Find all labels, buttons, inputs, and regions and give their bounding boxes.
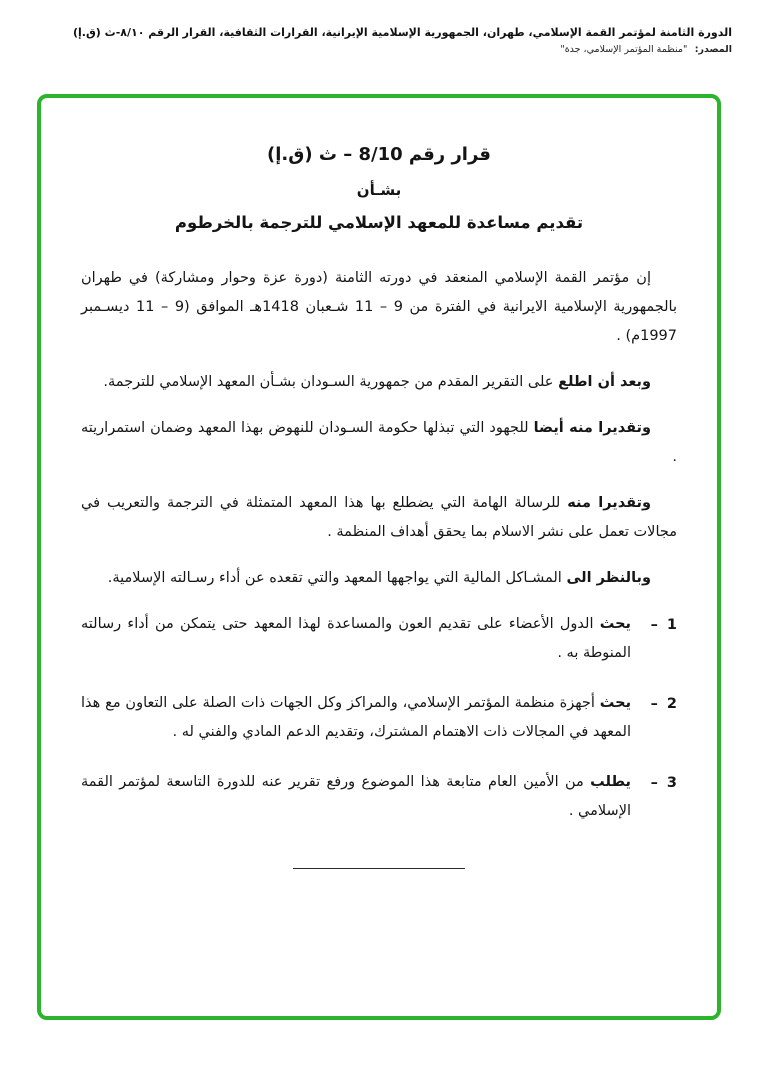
item-number-value: 3	[666, 775, 677, 791]
item-lead: يطلب	[590, 774, 631, 790]
preamble-paragraph	[81, 264, 677, 351]
clause-paragraph	[81, 414, 677, 472]
item-dash: –	[650, 617, 658, 633]
resolution-title: قرار رقم 8/10 – ث (ق.إ)	[267, 144, 491, 165]
item-number	[643, 610, 677, 668]
resolution-subject: تقديم مساعدة للمعهد الإسلامي للترجمة بالخرطوم	[174, 213, 584, 232]
paragraph-text: إن مؤتمر القمة الإسلامي المنعقد في دورته الثامنة (دورة عزة وحوار ومشاركة) في طهران بالجمهورية الإسلامية الايرانية في الفترة من 9 – 11 شـعبان 1418هـ الموافق (9 – 11 ديسـمبر 1997م) .	[81, 270, 678, 344]
clause-paragraph	[81, 489, 677, 547]
clause-text: للجهود التي تبذلها حكومة السـودان للنهوض بهذا المعهد وضمان استمراريته .	[81, 420, 677, 465]
item-text: الدول الأعضاء على تقديم العون والمساعدة لهذا المعهد حتى يتمكن من أداء رسالته المنوطة به .	[81, 616, 631, 661]
clause-lead: وتقديرا منه أيضا	[533, 420, 652, 436]
clause-text: على التقرير المقدم من جمهورية السـودان بشـأن المعهد الإسلامي للترجمة.	[103, 374, 554, 390]
item-lead: يحث	[599, 616, 631, 632]
source-value: "منظمة المؤتمر الإسلامي، جدة"	[560, 44, 688, 56]
item-body	[81, 689, 631, 747]
operative-item	[81, 768, 677, 826]
item-number-value: 2	[666, 696, 677, 712]
clause-text: للرسالة الهامة التي يضطلع بها هذا المعهد المتمثلة في الترجمة والتعريب في مجالات تعمل على نشر الاسلام بما يحقق أهداف المنظمة .	[81, 495, 677, 540]
resolution-body	[81, 264, 677, 869]
operative-item	[81, 610, 677, 668]
clause-lead: وتقديرا منه	[567, 495, 652, 511]
item-number-value: 1	[666, 617, 677, 633]
clause-paragraph	[81, 564, 677, 593]
clause-paragraph	[81, 368, 677, 397]
end-divider	[293, 868, 465, 869]
item-lead: يحث	[599, 695, 632, 711]
item-dash: –	[650, 775, 658, 791]
item-number	[643, 689, 677, 747]
item-dash: –	[650, 696, 658, 712]
operative-item	[81, 689, 677, 747]
clause-text: المشـاكل المالية التي يواجهها المعهد والتي تقعده عن أداء رسـالته الإسلامية.	[107, 570, 562, 586]
resolution-subject-word: بشـأن	[356, 181, 402, 199]
item-body	[81, 768, 631, 826]
header-citation: الدورة الثامنة لمؤتمر القمة الإسلامي، طهران، الجمهورية الإسلامية الإيرانية، القرارات الثقافية، القرار الرقم ٨/١٠-ث (ق.إ)	[72, 26, 732, 39]
source-label: المصدر:	[694, 44, 732, 56]
item-text: أجهزة منظمة المؤتمر الإسلامي، والمراكز وكل الجهات ذات الصلة على التعاون مع هذا المعهد في المجالات ذات الاهتمام المشترك، وتقديم الدعم المادي والفني له .	[81, 695, 631, 740]
header-source	[26, 44, 732, 55]
page-header	[0, 0, 758, 55]
item-text: من الأمين العام متابعة هذا الموضوع ورفع تقرير عنه للدورة التاسعة لمؤتمر القمة الإسلامي .	[81, 774, 631, 819]
resolution-frame	[37, 94, 721, 1020]
clause-lead: وبعد أن اطلع	[558, 374, 651, 390]
operative-items	[81, 610, 677, 826]
clause-lead: وبالنظر الى	[566, 570, 651, 586]
item-number	[643, 768, 677, 826]
item-body	[81, 610, 631, 668]
